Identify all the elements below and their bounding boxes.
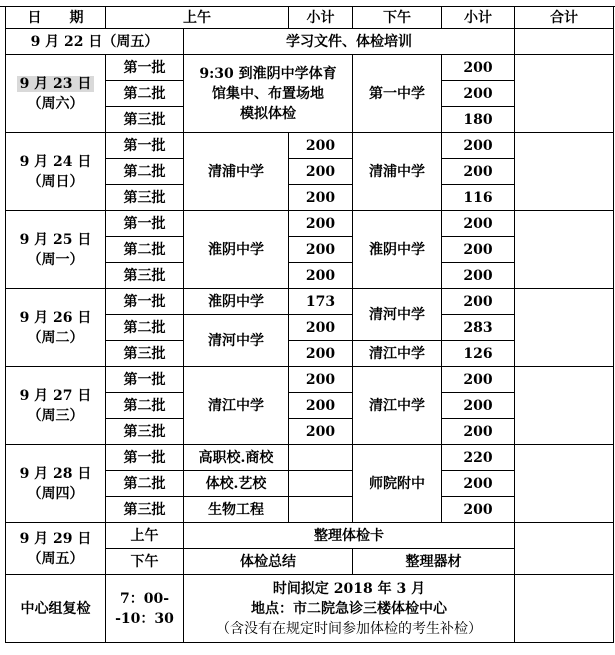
total-0923: [515, 55, 614, 133]
batch-label: 第一批: [106, 445, 184, 471]
weekday-0927: （周三）: [27, 407, 84, 424]
total-0925: [515, 211, 614, 289]
date-0926: 9 月 26 日: [19, 309, 92, 326]
date-0925: 9 月 25 日: [19, 231, 92, 248]
am-count: 200: [289, 341, 353, 367]
date-cell-0927: [6, 367, 106, 445]
weekday-0923: （周六）: [27, 95, 84, 112]
batch-label: 第一批: [106, 289, 184, 315]
pm-count: 180: [442, 107, 515, 133]
pm-school-0924: 清浦中学: [353, 133, 442, 211]
pm-count: 200: [442, 133, 515, 159]
am-count: 173: [289, 289, 353, 315]
am-count: 200: [289, 211, 353, 237]
am-school-0928-3: 生物工程: [184, 497, 289, 523]
batch-label: 第一批: [106, 133, 184, 159]
row-0924-batch-1: [6, 133, 614, 159]
date-0923: 9 月 23 日: [17, 76, 95, 92]
pm-count: 200: [442, 471, 515, 497]
am-count: 200: [289, 185, 353, 211]
date-cell-0925: [6, 211, 106, 289]
am-school-0926-2: 清河中学: [184, 315, 289, 367]
header-afternoon: 下午: [353, 7, 442, 29]
am-school-0924: 清浦中学: [184, 133, 289, 211]
date-0927: 9 月 27 日: [19, 387, 92, 404]
batch-label: 第一批: [106, 367, 184, 393]
total-0926: [515, 289, 614, 367]
am-count: 200: [289, 159, 353, 185]
weekday-0925: （周一）: [27, 251, 84, 268]
total-0922: [515, 29, 614, 55]
physical-exam-schedule-table: [5, 6, 614, 643]
header-date: 日 期: [6, 7, 106, 29]
row-0929-morning: [6, 523, 614, 549]
pm-count: 200: [442, 263, 515, 289]
row-0927-batch-1: [6, 367, 614, 393]
pm-count: 200: [442, 211, 515, 237]
batch-label: 第一批: [106, 211, 184, 237]
batch-label: 第二批: [106, 237, 184, 263]
header-row: [6, 7, 614, 29]
batch-label: 第二批: [106, 159, 184, 185]
activity-0922: 学习文件、体检培训: [184, 29, 515, 55]
total-0924: [515, 133, 614, 211]
am-activity-0923: 9:30 到淮阴中学体育 馆集中、布置场地 模拟体检: [184, 55, 353, 133]
am-count: 200: [289, 133, 353, 159]
afternoon-task-0929-1: 体检总结: [184, 549, 353, 575]
pm-count: 200: [442, 419, 515, 445]
pm-school-0927: 清江中学: [353, 367, 442, 445]
date-cell-0924: [6, 133, 106, 211]
batch-label: 第三批: [106, 107, 184, 133]
am-count: 200: [289, 393, 353, 419]
date-cell-0929: [6, 523, 106, 575]
row-0925-batch-1: [6, 211, 614, 237]
pm-count: 200: [442, 159, 515, 185]
pm-count: 220: [442, 445, 515, 471]
am-count: 200: [289, 419, 353, 445]
morning-task-0929: 整理体检卡: [184, 523, 515, 549]
date-0922: 9 月 22 日（周五）: [6, 29, 184, 55]
weekday-0928: （周四）: [27, 485, 84, 502]
batch-label: 第三批: [106, 185, 184, 211]
batch-label: 第三批: [106, 341, 184, 367]
pm-count: 116: [442, 185, 515, 211]
pm-count: 200: [442, 237, 515, 263]
weekday-0924: （周日）: [27, 173, 84, 190]
am-school-0927: 清江中学: [184, 367, 289, 445]
total-0928: [515, 445, 614, 523]
batch-label: 第三批: [106, 263, 184, 289]
pm-count: 283: [442, 315, 515, 341]
review-note-line: （含没有在规定时间参加体检的考生补检）: [216, 620, 482, 637]
row-0922: [6, 29, 614, 55]
row-review: [6, 575, 614, 643]
header-total: 合计: [515, 7, 614, 29]
row-0928-batch-1: [6, 445, 614, 471]
pm-school-0925: 淮阴中学: [353, 211, 442, 289]
am-school-0926-1: 淮阴中学: [184, 289, 289, 315]
header-subtotal-pm: 小计: [442, 7, 515, 29]
am-count: 200: [289, 367, 353, 393]
am-school-0928-2: 体校.艺校: [184, 471, 289, 497]
pm-school-0926-1: 清河中学: [353, 289, 442, 341]
am-count: 200: [289, 237, 353, 263]
total-0927: [515, 367, 614, 445]
date-cell-0923: [6, 55, 106, 133]
row-0926-batch-1: [6, 289, 614, 315]
date-0929: 9 月 29 日: [19, 530, 92, 547]
am-count: 200: [289, 263, 353, 289]
pm-count: 200: [442, 55, 515, 81]
morning-label-0929: 上午: [106, 523, 184, 549]
am-count: 200: [289, 315, 353, 341]
review-label: 中心组复检: [6, 575, 106, 643]
am-school-0928-1: 高职校.商校: [184, 445, 289, 471]
am-count-empty: [289, 471, 353, 497]
review-time: 7：00- -10：30: [106, 575, 184, 643]
am-count-empty: [289, 445, 353, 471]
date-0924: 9 月 24 日: [19, 153, 92, 170]
weekday-0926: （周二）: [27, 329, 84, 346]
batch-label: 第二批: [106, 393, 184, 419]
date-0928: 9 月 28 日: [19, 465, 92, 482]
review-details: [184, 575, 515, 643]
weekday-0929: （周五）: [27, 550, 84, 567]
batch-label: 第一批: [106, 55, 184, 81]
batch-label: 第三批: [106, 497, 184, 523]
review-location-line: 地点：市二院急诊三楼体检中心: [251, 600, 447, 617]
date-cell-0928: [6, 445, 106, 523]
pm-school-0928: 师院附中: [353, 445, 442, 523]
am-school-0925: 淮阴中学: [184, 211, 289, 289]
row-0923-batch-1: [6, 55, 614, 81]
date-cell-0926: [6, 289, 106, 367]
batch-label: 第二批: [106, 81, 184, 107]
afternoon-task-0929-2: 整理器材: [353, 549, 515, 575]
batch-label: 第二批: [106, 471, 184, 497]
header-morning: 上午: [106, 7, 289, 29]
am-count-empty: [289, 497, 353, 523]
review-time-line: 时间拟定 2018 年 3 月: [272, 580, 426, 597]
pm-school-0923: 第一中学: [353, 55, 442, 133]
header-subtotal-am: 小计: [289, 7, 353, 29]
pm-count: 200: [442, 289, 515, 315]
pm-count: 200: [442, 497, 515, 523]
batch-label: 第三批: [106, 419, 184, 445]
pm-count: 200: [442, 393, 515, 419]
total-review: [515, 575, 614, 643]
pm-count: 126: [442, 341, 515, 367]
pm-count: 200: [442, 81, 515, 107]
afternoon-label-0929: 下午: [106, 549, 184, 575]
batch-label: 第二批: [106, 315, 184, 341]
total-0929: [515, 523, 614, 575]
pm-count: 200: [442, 367, 515, 393]
pm-school-0926-2: 清江中学: [353, 341, 442, 367]
